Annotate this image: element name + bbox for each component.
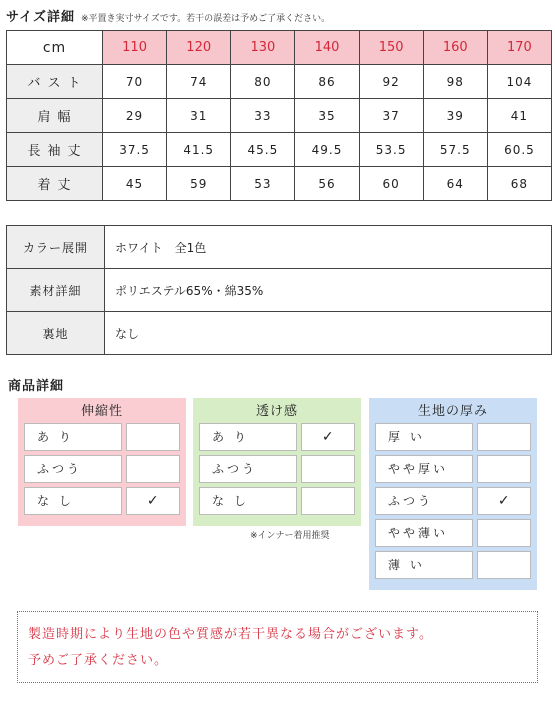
table-cell: 60 xyxy=(359,167,423,201)
row-label-shoulder: 肩幅 xyxy=(7,99,103,133)
option-label: やや薄い xyxy=(375,519,473,547)
size-header-cell: 160 xyxy=(423,31,487,65)
info-label-lining: 裏地 xyxy=(7,312,105,355)
table-cell: 39 xyxy=(423,99,487,133)
table-cell: 98 xyxy=(423,65,487,99)
table-cell: 70 xyxy=(103,65,167,99)
option-label: な し xyxy=(199,487,297,515)
check-mark xyxy=(477,423,531,451)
size-header-cell: 170 xyxy=(487,31,551,65)
table-cell: 45.5 xyxy=(231,133,295,167)
option-label: 薄 い xyxy=(375,551,473,579)
option-row xyxy=(375,423,531,451)
inner-note: ※インナー着用推奨 xyxy=(250,531,330,541)
option-row xyxy=(375,551,531,579)
check-mark: ✓ xyxy=(477,487,531,515)
table-row xyxy=(7,312,552,355)
sheerness-panel xyxy=(193,398,361,526)
size-header-cell: 130 xyxy=(231,31,295,65)
row-label-sleeve: 長袖丈 xyxy=(7,133,103,167)
panel-title: 伸縮性 xyxy=(80,404,123,419)
option-row xyxy=(24,487,180,515)
table-cell: 45 xyxy=(103,167,167,201)
option-label: あ り xyxy=(199,423,297,451)
info-label-material: 素材詳細 xyxy=(7,269,105,312)
table-row xyxy=(7,269,552,312)
size-section-title: サイズ詳細 xyxy=(6,10,75,25)
check-mark: ✓ xyxy=(126,487,180,515)
size-header-row xyxy=(7,31,552,65)
table-cell: 86 xyxy=(295,65,359,99)
notice-line: 製造時期により生地の色や質感が若干異なる場合がございます。 xyxy=(28,627,433,642)
table-cell: 33 xyxy=(231,99,295,133)
table-cell: 37.5 xyxy=(103,133,167,167)
table-cell: 41.5 xyxy=(167,133,231,167)
panel-title: 生地の厚み xyxy=(417,404,488,419)
row-label-length: 着丈 xyxy=(7,167,103,201)
table-cell: 29 xyxy=(103,99,167,133)
table-cell: 53 xyxy=(231,167,295,201)
option-row xyxy=(24,423,180,451)
option-row xyxy=(199,455,355,483)
table-row xyxy=(7,133,552,167)
option-label: あ り xyxy=(24,423,122,451)
option-row xyxy=(375,519,531,547)
info-value-lining: なし xyxy=(105,312,552,355)
table-row xyxy=(7,99,552,133)
size-section-note: ※平置き実寸サイズです。若干の誤差は予めご了承ください。 xyxy=(80,14,331,24)
option-row xyxy=(199,423,355,451)
option-label: 厚 い xyxy=(375,423,473,451)
thickness-panel xyxy=(369,398,537,590)
table-row xyxy=(7,226,552,269)
notice-box xyxy=(17,611,538,683)
table-cell: 59 xyxy=(167,167,231,201)
check-mark xyxy=(301,487,355,515)
option-label: な し xyxy=(24,487,122,515)
check-mark xyxy=(126,455,180,483)
table-cell: 49.5 xyxy=(295,133,359,167)
table-cell: 37 xyxy=(359,99,423,133)
table-cell: 68 xyxy=(487,167,551,201)
table-cell: 53.5 xyxy=(359,133,423,167)
notice-line: 予めご了承ください。 xyxy=(28,653,169,668)
table-cell: 56 xyxy=(295,167,359,201)
size-header-cell: 110 xyxy=(103,31,167,65)
stretch-panel xyxy=(18,398,186,526)
info-value-material: ポリエステル65%・綿35% xyxy=(105,269,552,312)
option-row xyxy=(375,487,531,515)
table-cell: 80 xyxy=(231,65,295,99)
option-label: ふつう xyxy=(199,455,297,483)
option-label: やや厚い xyxy=(375,455,473,483)
table-cell: 104 xyxy=(487,65,551,99)
table-cell: 74 xyxy=(167,65,231,99)
table-cell: 64 xyxy=(423,167,487,201)
option-row xyxy=(24,455,180,483)
table-cell: 57.5 xyxy=(423,133,487,167)
product-info-table xyxy=(6,225,552,355)
option-row xyxy=(199,487,355,515)
table-row xyxy=(7,167,552,201)
table-cell: 92 xyxy=(359,65,423,99)
table-cell: 31 xyxy=(167,99,231,133)
size-table xyxy=(6,30,552,201)
size-header-cell: 140 xyxy=(295,31,359,65)
size-section-header xyxy=(6,6,330,25)
table-cell: 41 xyxy=(487,99,551,133)
check-mark: ✓ xyxy=(301,423,355,451)
table-cell: 60.5 xyxy=(487,133,551,167)
check-mark xyxy=(126,423,180,451)
info-value-color: ホワイト 全1色 xyxy=(105,226,552,269)
panel-title: 透け感 xyxy=(255,404,298,419)
check-mark xyxy=(477,519,531,547)
size-header-cell: 150 xyxy=(359,31,423,65)
row-label-bust: バスト xyxy=(7,65,103,99)
check-mark xyxy=(477,551,531,579)
unit-label: cm xyxy=(7,31,103,65)
option-label: ふつう xyxy=(24,455,122,483)
option-row xyxy=(375,455,531,483)
size-header-cell: 120 xyxy=(167,31,231,65)
table-cell: 35 xyxy=(295,99,359,133)
detail-title: 商品詳細 xyxy=(8,379,65,394)
option-label: ふつう xyxy=(375,487,473,515)
info-label-color: カラー展開 xyxy=(7,226,105,269)
check-mark xyxy=(301,455,355,483)
table-row xyxy=(7,65,552,99)
check-mark xyxy=(477,455,531,483)
